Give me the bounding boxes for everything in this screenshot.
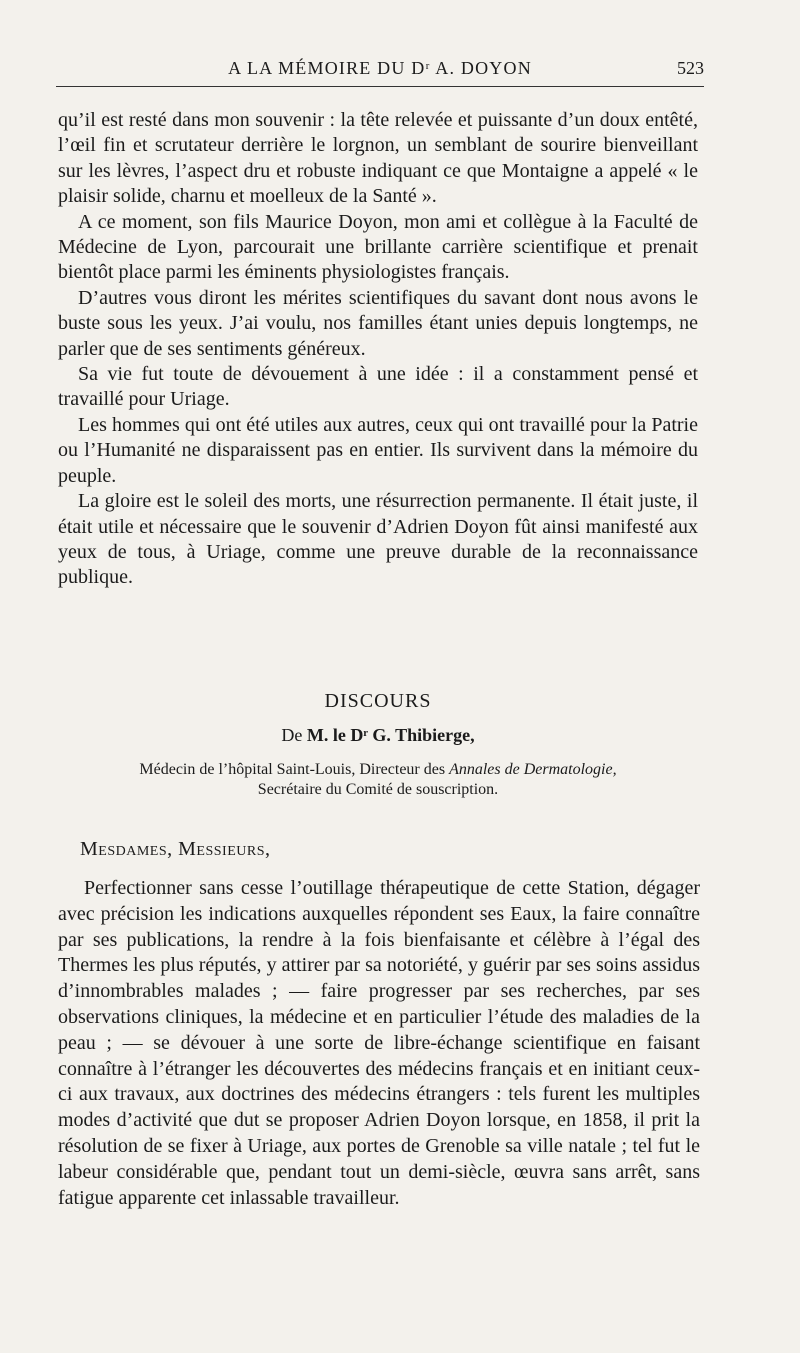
speaker-name: M. le Dʳ G. Thibierge,	[306, 725, 475, 745]
affiliation-text: Médecin de l’hôpital Saint-Louis, Directeur des	[139, 761, 446, 778]
paragraph: Les hommes qui ont été utiles aux autres, ceux qui ont travaillé pour la Patrie ou l’Humanité ne disparaissent pas en entier. Ils survivent dans la mémoire du peuple.	[58, 413, 698, 487]
speaker-line	[58, 725, 698, 746]
paragraph: A ce moment, son fils Maurice Doyon, mon ami et collègue à la Faculté de Médecine de Lyon, parcourait une brillante carrière scientifique et prenait bientôt place parmi les éminents physiologistes français.	[58, 210, 698, 284]
paragraph: La gloire est le soleil des morts, une résurrection permanente. Il était juste, il était utile et nécessaire que le souvenir d’Adrien Doyon fût ainsi manifesté aux yeux de tous, à Uriage, comme une preuve durable de la reconnaissance publique.	[58, 490, 698, 589]
page-number: 523	[677, 58, 704, 78]
speaker-prefix: De	[281, 725, 303, 745]
salutation: Mesdames, Messieurs,	[80, 838, 271, 860]
speech-paragraph: Perfectionner sans cesse l’outillage thérapeutique de cette Station, dégager avec précision les indications auxquelles répondent ses Eaux, la faire connaître par ses publications, la rendre à la fois bienfaisante et célèbre à l’égal des Thermes les plus réputés, y attirer par sa notoriété, y guérir par ses soins assidus d’innombrables malades ; — faire progresser par ses recherches, par ses observations cliniques, la médecine et en particulier l’étude des maladies de la peau ; — se dévouer à une sorte de libre-échange scientifique en faisant connaître à l’étranger les découvertes des médecins français et en initiant ceux-ci aux travaux, aux doctrines des médecins étrangers : tels furent les multiples modes d’activité que dut se proposer Adrien Doyon lorsque, en 1858, il prit la résolution de se fixer à Uriage, aux portes de Grenoble sa ville natale ; tel fut le labeur considérable que, pendant tout un demi-siècle, œuvra sans arrêt, sans fatigue apparente cet inlassable travailleur.	[58, 877, 700, 1209]
speaker-affiliation	[58, 760, 698, 800]
paragraph: Sa vie fut toute de dévouement à une idée : il a constamment pensé et travaillé pour Uriage.	[58, 363, 698, 411]
section-title: DISCOURS	[324, 690, 432, 712]
discours-section	[58, 690, 698, 800]
paragraph: qu’il est resté dans mon souvenir : la tête relevée et puissante d’un doux entêté, l’œil fin et scrutateur derrière le lorgnon, un semblant de sourire bienveillant sur les lèvres, l’aspect dru et robuste indiquant ce que Montaigne a appelé « le plaisir solide, charnu et moelleux de la Santé ».	[58, 109, 698, 208]
affiliation-role: Secrétaire du Comité de souscription.	[257, 781, 499, 798]
page-header	[56, 58, 704, 87]
paragraph: D’autres vous diront les mérites scientifiques du savant dont nous avons le buste sous les yeux. J’ai voulu, nos familles étant unies depuis longtemps, ne parler que de ses sentiments généreux.	[58, 286, 698, 360]
journal-title: Annales de Dermatologie,	[449, 761, 617, 778]
running-title: A LA MÉMOIRE DU Dʳ A. DOYON	[228, 58, 532, 78]
body-text	[58, 108, 698, 591]
